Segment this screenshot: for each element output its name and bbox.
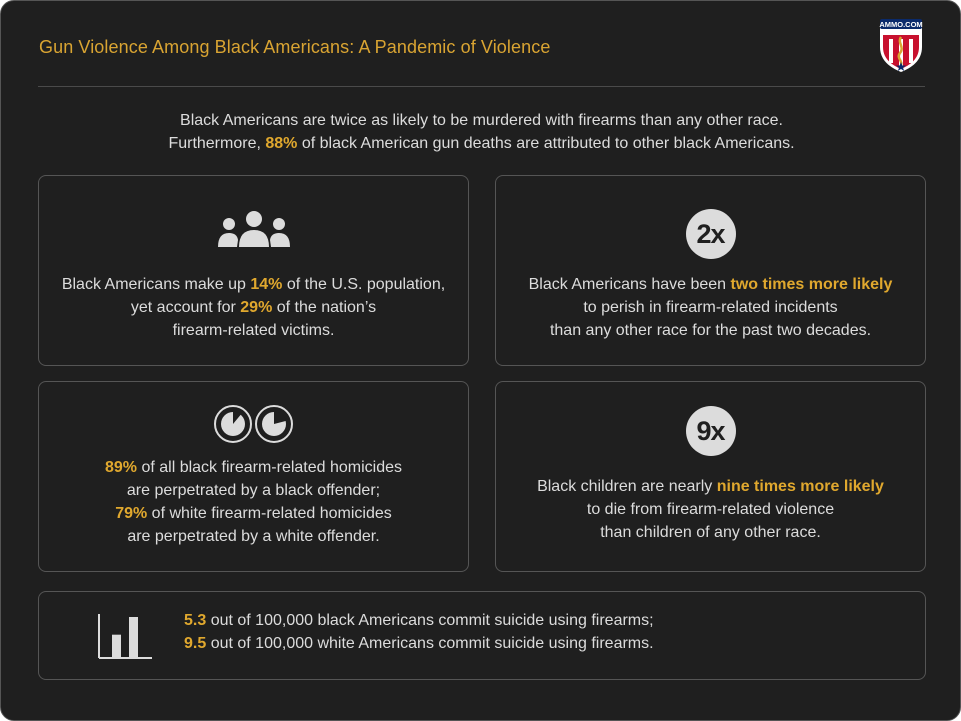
intro-text <box>38 109 925 155</box>
two-times-badge-wrap <box>496 209 925 259</box>
two-times-badge: 2x <box>686 209 736 259</box>
population-line-1 <box>39 273 468 296</box>
children-line-2: to die from firearm-related violence <box>586 501 835 518</box>
two-times-highlight: two times more likely <box>730 276 893 293</box>
homicides-line-3 <box>39 502 468 525</box>
white-suicide-rate: 9.5 <box>184 635 207 652</box>
two-times-card <box>495 175 926 366</box>
homicides-line-1 <box>39 456 468 479</box>
population-share-value: 14% <box>250 276 283 293</box>
white-offender-value: 79% <box>115 505 148 522</box>
pie-charts-icon <box>39 404 468 444</box>
text-part: yet account for <box>130 299 241 316</box>
homicides-text <box>39 456 468 548</box>
suicide-line-2 <box>184 632 654 655</box>
suicide-text <box>184 609 654 655</box>
victims-share-value: 29% <box>240 299 273 316</box>
children-line-1 <box>496 475 925 498</box>
homicides-line-4: are perpetrated by a white offender. <box>127 528 380 545</box>
white-suicide-bar <box>129 617 138 657</box>
nine-times-badge-wrap <box>496 406 925 456</box>
children-card <box>495 381 926 572</box>
page-title: Gun Violence Among Black Americans: A Pandemic of Violence <box>39 37 551 57</box>
suicide-line-1 <box>184 609 654 632</box>
children-line-3: than children of any other race. <box>600 524 821 541</box>
text-part: Black Americans have been <box>528 276 731 293</box>
intro-text-part: Furthermore, <box>168 135 266 152</box>
two-times-text <box>496 273 925 342</box>
intro-line-2 <box>38 132 925 155</box>
population-text <box>39 273 468 342</box>
population-line-2 <box>39 296 468 319</box>
black-suicide-bar <box>112 635 121 657</box>
title-divider <box>38 86 925 87</box>
population-line-3: firearm-related victims. <box>172 322 335 339</box>
text-part: of the U.S. population, <box>282 276 446 293</box>
people-group-icon <box>39 210 468 248</box>
black-suicide-rate: 5.3 <box>184 612 207 629</box>
two-times-line-3: than any other race for the past two decades. <box>549 322 872 339</box>
text-part: of white firearm-related homicides <box>147 505 392 522</box>
ammo-logo <box>877 17 925 73</box>
text-part: of the nation’s <box>272 299 377 316</box>
nine-times-badge: 9x <box>686 406 736 456</box>
intro-line-1: Black Americans are twice as likely to be murdered with firearms than any other race. <box>180 112 783 129</box>
intro-highlight: 88% <box>265 135 298 152</box>
population-card <box>38 175 469 366</box>
text-part: of all black firearm-related homicides <box>137 459 403 476</box>
homicides-card <box>38 381 469 572</box>
children-text <box>496 475 925 544</box>
text-part: Black children are nearly <box>537 478 717 495</box>
two-times-line-1 <box>496 273 925 296</box>
homicides-line-2: are perpetrated by a black offender; <box>126 482 381 499</box>
logo-text: AMMO.COM <box>879 20 923 29</box>
nine-times-highlight: nine times more likely <box>716 478 884 495</box>
intro-text-part: of black American gun deaths are attributed to other black Americans. <box>297 135 795 152</box>
text-part: Black Americans make up <box>61 276 251 293</box>
text-part: out of 100,000 white Americans commit suicide using firearms. <box>206 635 654 652</box>
bar-chart-icon <box>97 612 153 660</box>
two-times-line-2: to perish in firearm-related incidents <box>583 299 838 316</box>
black-offender-value: 89% <box>104 459 138 476</box>
text-part: out of 100,000 black Americans commit suicide using firearms; <box>206 612 654 629</box>
